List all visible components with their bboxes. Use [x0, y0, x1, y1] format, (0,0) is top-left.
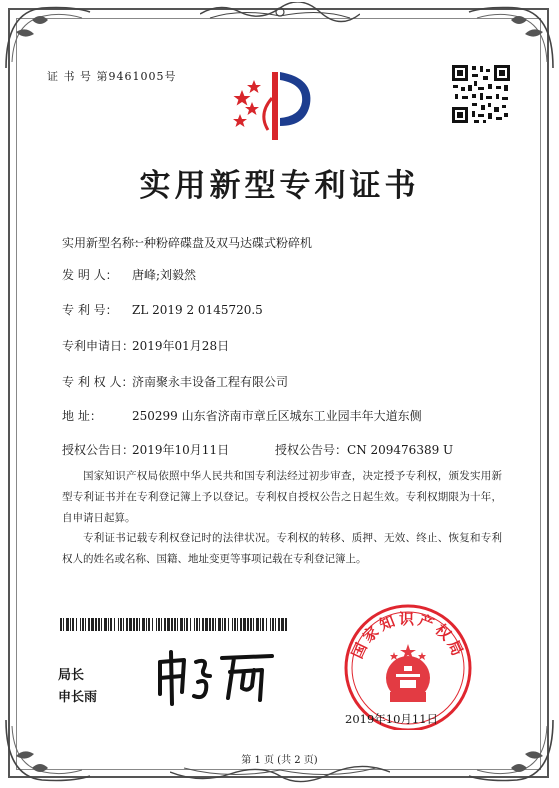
- top-ornament: [200, 2, 360, 24]
- inventors-value: 唐峰;刘毅然: [132, 268, 197, 282]
- patent-number-value: ZL 2019 2 0145720.5: [132, 303, 263, 317]
- barcode-icon: [60, 618, 288, 631]
- director-title: 局长: [58, 668, 85, 683]
- patent-number-row: [62, 301, 263, 318]
- grant-announcement-number-value: CN 209476389 U: [347, 443, 454, 457]
- patentee-row: [62, 373, 288, 390]
- application-date-value: 2019年01月28日: [132, 339, 230, 353]
- grant-announcement-date-label: 授权公告日：: [62, 443, 135, 457]
- grant-announcement-number-label: 授权公告号：: [275, 443, 348, 457]
- patentee-label: 专 利 权 人：: [62, 375, 134, 389]
- cnipa-logo-icon: [228, 64, 328, 144]
- application-date-label: 专利申请日：: [62, 339, 135, 353]
- address-row: [62, 407, 422, 424]
- utility-model-name-row: [62, 234, 312, 251]
- inventors-row: [62, 266, 196, 283]
- page-number: 第 1 页 (共 2 页): [241, 755, 318, 766]
- certificate-number: 证 书 号 第9461005号: [47, 70, 177, 83]
- inventors-label: 发 明 人：: [62, 268, 118, 282]
- grant-statement-paragraph: 国家知识产权局依照中华人民共和国专利法经过初步审查，决定授予专利权，颁发实用新型专利证书并在专利登记簿上予以登记。专利权自授权公告之日起生效。专利权期限为十年，自申请日起算。: [62, 470, 502, 524]
- grant-announcement-date-row: [62, 441, 229, 458]
- address-value: 250299 山东省济南市章丘区城东工业园丰年大道东侧: [132, 409, 422, 423]
- grant-announcement-date-value: 2019年10月11日: [132, 443, 230, 457]
- svg-text:国家知识产权局: 国家知识产权局: [348, 610, 468, 662]
- director-signature-icon: [150, 648, 280, 706]
- utility-model-name-label: 实用新型名称：: [62, 236, 147, 250]
- top-left-corner-ornament: [2, 2, 92, 72]
- legal-status-paragraph: 专利证书记载专利权登记时的法律状况。专利权的转移、质押、无效、终止、恢复和专利权人的姓名或名称、国籍、地址变更等事项记载在专利登记簿上。: [62, 532, 502, 565]
- certificate-title: 实用新型专利证书: [139, 168, 420, 204]
- application-date-row: [62, 337, 229, 354]
- qr-code-icon: [450, 63, 512, 125]
- utility-model-name-value: 一种粉碎碟盘及双马达碟式粉碎机: [132, 236, 313, 250]
- issue-date: 2019年10月11日: [345, 712, 439, 726]
- director-name: 申长雨: [58, 690, 98, 705]
- patent-number-label: 专 利 号：: [62, 303, 118, 317]
- grant-announcement-number-row: [275, 441, 453, 458]
- top-right-corner-ornament: [467, 2, 557, 72]
- address-label: 地 址：: [62, 409, 102, 423]
- patentee-value: 济南聚永丰设备工程有限公司: [132, 375, 289, 389]
